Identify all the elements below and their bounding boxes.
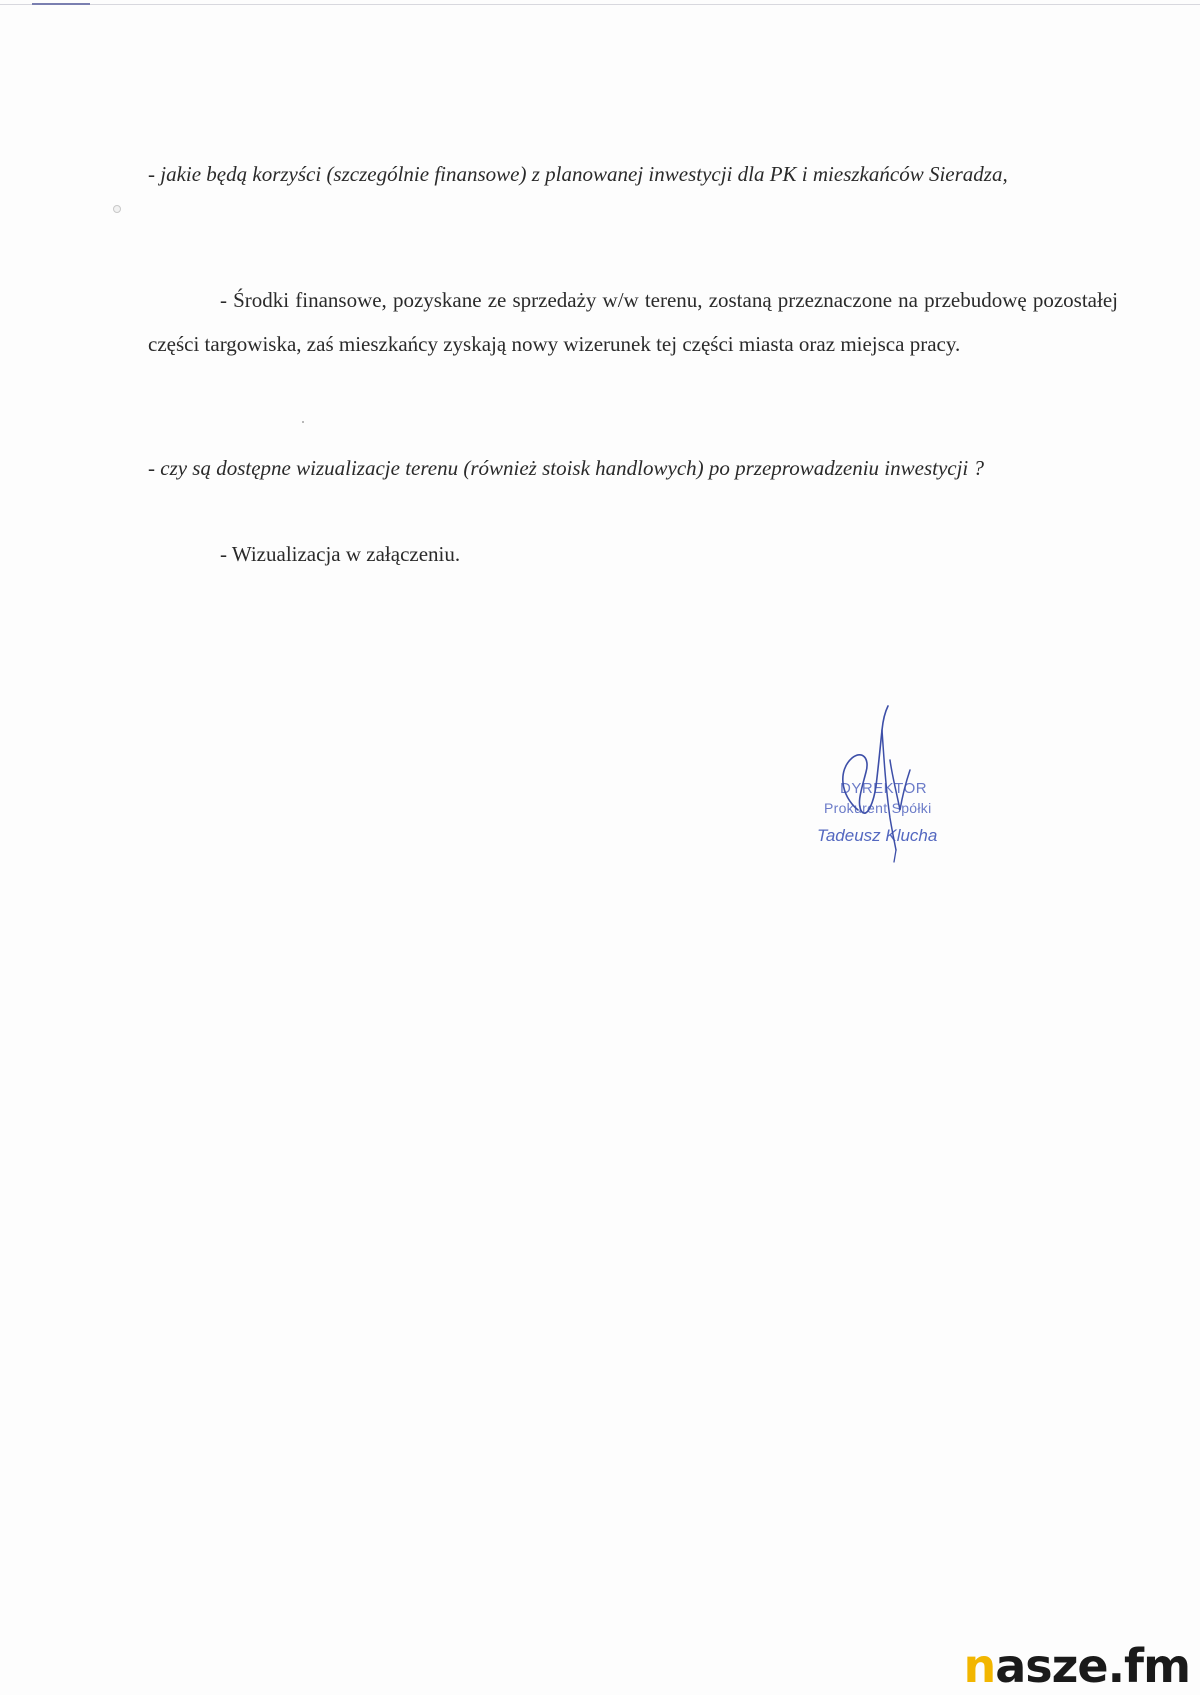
logo-accent-letter: n [963,1639,996,1693]
stamp-title: DYREKTOR [840,780,928,797]
page-top-edge [0,4,1200,5]
nasze-fm-logo [963,1639,1190,1693]
question-2: - czy są dostępne wizualizacje terenu (również stoisk handlowych) po przeprowadzeniu inwestycji ? [148,456,985,480]
question-1: - jakie będą korzyści (szczególnie finansowe) z planowanej inwestycji dla PK i mieszkańców Sieradza, [148,162,1008,186]
page-top-mark [32,3,90,5]
answer-2: - Wizualizacja w załączeniu. [220,542,461,566]
stamp-name: Tadeusz Klucha [817,826,938,845]
stamp-subtitle: Prokurent Spółki [824,800,932,816]
paper-dot [302,421,304,423]
logo-text: asze.fm [995,1639,1190,1693]
director-stamp [810,700,970,870]
paper-speck [113,205,121,213]
handwritten-signature [810,700,970,870]
answer-1: - Środki finansowe, pozyskane ze sprzedaży w/w terenu, zostaną przeznaczone na przebudowę pozostałej części targowiska, zaś mieszkańcy zyskają nowy wizerunek tej części miasta oraz miejsca pracy. [148,288,1118,356]
